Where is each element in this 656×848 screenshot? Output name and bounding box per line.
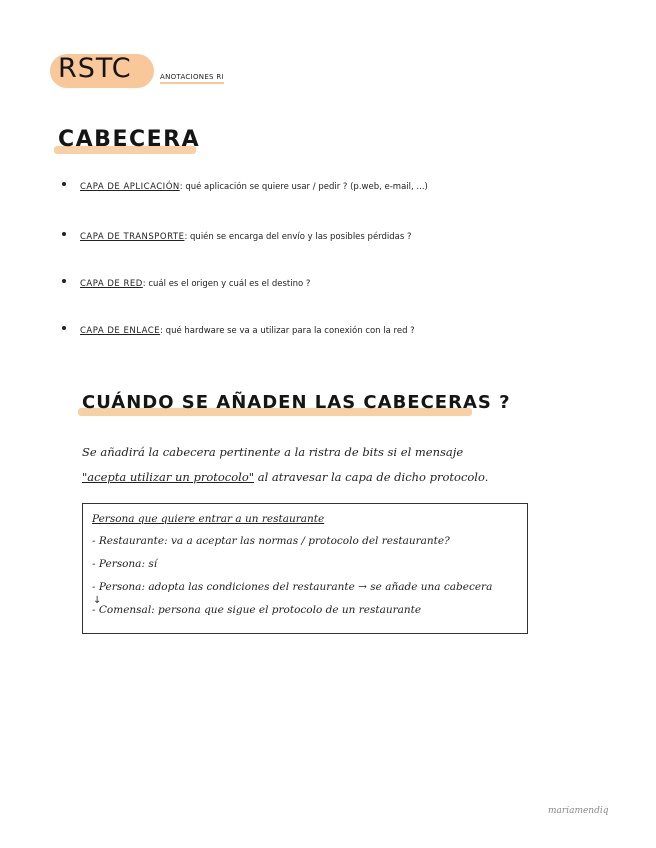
layer-description: : qué hardware se va a utilizar para la conexión con la red ? [160, 326, 415, 336]
example-box [82, 503, 528, 634]
layer-name: CAPA DE RED [80, 279, 143, 289]
list-item [62, 232, 412, 242]
bullet-icon [62, 182, 66, 186]
list-item [62, 326, 415, 336]
bullet-icon [62, 279, 66, 283]
explanation-paragraph [82, 440, 552, 490]
layer-name: CAPA DE APLICACIÓN [80, 182, 180, 192]
down-arrow-icon: ↓ [93, 595, 102, 606]
author-signature: mariamendiq [548, 806, 609, 816]
example-line: - Comensal: persona que sigue el protocolo de un restaurante [92, 604, 422, 616]
logo-text: RSTC [58, 53, 132, 84]
list-item [62, 182, 428, 192]
paragraph-quote: "acepta utilizar un protocolo" [82, 470, 255, 484]
bullet-icon [62, 326, 66, 330]
section-title-cabecera: CABECERA [58, 127, 201, 152]
layer-description: : cuál es el origen y cuál es el destino ? [142, 279, 311, 289]
layer-name: CAPA DE TRANSPORTE [80, 232, 185, 242]
paragraph-text: al atravesar la capa de dicho protocolo. [254, 470, 489, 484]
section-title-cuando: CUÁNDO SE AÑADEN LAS CABECERAS ? [82, 392, 511, 413]
paragraph-text: Se añadirá la cabecera pertinente a la ristra de bits si el mensaje [82, 445, 464, 459]
example-line: - Restaurante: va a aceptar las normas / protocolo del restaurante? [92, 535, 450, 547]
example-title: Persona que quiere entrar a un restaurante [92, 513, 325, 525]
layer-description: : qué aplicación se quiere usar / pedir ? (p.web, e-mail, ...) [179, 182, 428, 192]
example-line: - Persona: adopta las condiciones del restaurante → se añade una cabecera [92, 581, 493, 593]
list-item [62, 279, 310, 289]
layer-description: : quién se encarga del envío y las posibles pérdidas ? [184, 232, 412, 242]
layer-name: CAPA DE ENLACE [80, 326, 161, 336]
header-subtitle: ANOTACIONES RI [160, 73, 224, 84]
example-line: - Persona: sí [92, 558, 158, 570]
bullet-icon [62, 232, 66, 236]
